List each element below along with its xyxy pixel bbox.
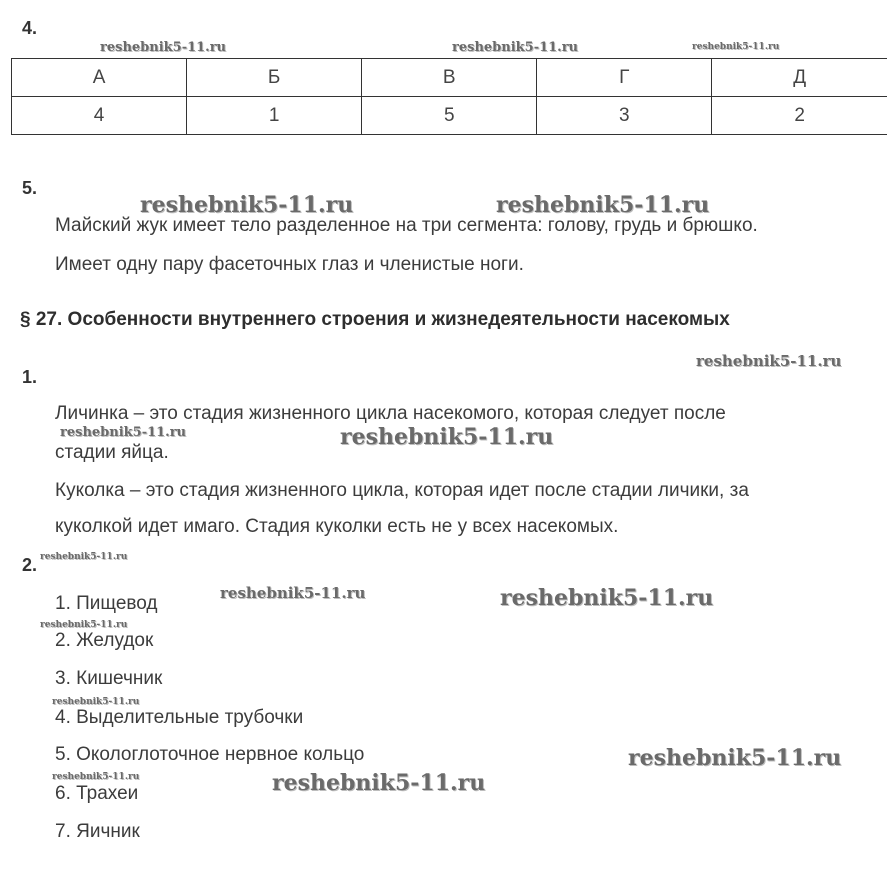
- table-header-cell: Г: [537, 59, 712, 97]
- task-1-line-3: Куколка – это стадия жизненного цикла, которая идет после стадии личики, за: [55, 480, 749, 501]
- watermark: reshebnik5-11.ru: [52, 697, 140, 707]
- table-header-cell: А: [12, 59, 187, 97]
- table-header-cell: Б: [187, 59, 362, 97]
- task-1-line-1: Личинка – это стадия жизненного цикла насекомого, которая следует после: [55, 403, 726, 424]
- watermark: reshebnik5-11.ru: [340, 424, 554, 450]
- task-5-line-1: Майский жук имеет тело разделенное на три сегмента: голову, грудь и брюшко.: [55, 215, 758, 236]
- watermark: reshebnik5-11.ru: [40, 620, 128, 630]
- watermark: reshebnik5-11.ru: [272, 770, 486, 796]
- section-title: § 27. Особенности внутреннего строения и жизнедеятельности насекомых: [20, 309, 730, 330]
- list-item: 3. Кишечник: [55, 668, 163, 689]
- watermark: reshebnik5-11.ru: [140, 192, 354, 218]
- task-5-number: 5.: [22, 178, 38, 198]
- watermark: reshebnik5-11.ru: [52, 772, 140, 782]
- watermark: reshebnik5-11.ru: [500, 585, 714, 611]
- table-cell: 3: [537, 97, 712, 135]
- list-item: 5. Окологлоточное нервное кольцо: [55, 744, 365, 765]
- watermark: reshebnik5-11.ru: [60, 425, 187, 440]
- task-4-number: 4.: [22, 18, 38, 38]
- task-1-line-2: стадии яйца.: [55, 442, 169, 463]
- watermark: reshebnik5-11.ru: [692, 42, 780, 52]
- table-header-cell: Д: [712, 59, 887, 97]
- list-item: 2. Желудок: [55, 630, 154, 651]
- table-cell: 5: [362, 97, 537, 135]
- list-item: 4. Выделительные трубочки: [55, 707, 304, 728]
- watermark: reshebnik5-11.ru: [100, 40, 227, 55]
- task-1-line-4: куколкой идет имаго. Стадия куколки есть не у всех насекомых.: [55, 516, 619, 537]
- watermark: reshebnik5-11.ru: [452, 40, 579, 55]
- watermark: reshebnik5-11.ru: [40, 552, 128, 562]
- watermark: reshebnik5-11.ru: [220, 584, 366, 602]
- answer-table: [11, 58, 887, 135]
- task-5-line-2: Имеет одну пару фасеточных глаз и членистые ноги.: [55, 254, 524, 275]
- list-item: 6. Трахеи: [55, 783, 139, 804]
- table-row: [12, 97, 888, 135]
- table-cell: 1: [187, 97, 362, 135]
- task-1-number: 1.: [22, 367, 38, 387]
- task-2-number: 2.: [22, 555, 38, 575]
- watermark: reshebnik5-11.ru: [628, 745, 842, 771]
- watermark: reshebnik5-11.ru: [496, 192, 710, 218]
- table-cell: 2: [712, 97, 887, 135]
- table-header-row: [12, 59, 888, 97]
- table-header-cell: В: [362, 59, 537, 97]
- list-item: 1. Пищевод: [55, 593, 158, 614]
- watermark: reshebnik5-11.ru: [696, 352, 842, 370]
- list-item: 7. Яичник: [55, 821, 140, 842]
- table-cell: 4: [12, 97, 187, 135]
